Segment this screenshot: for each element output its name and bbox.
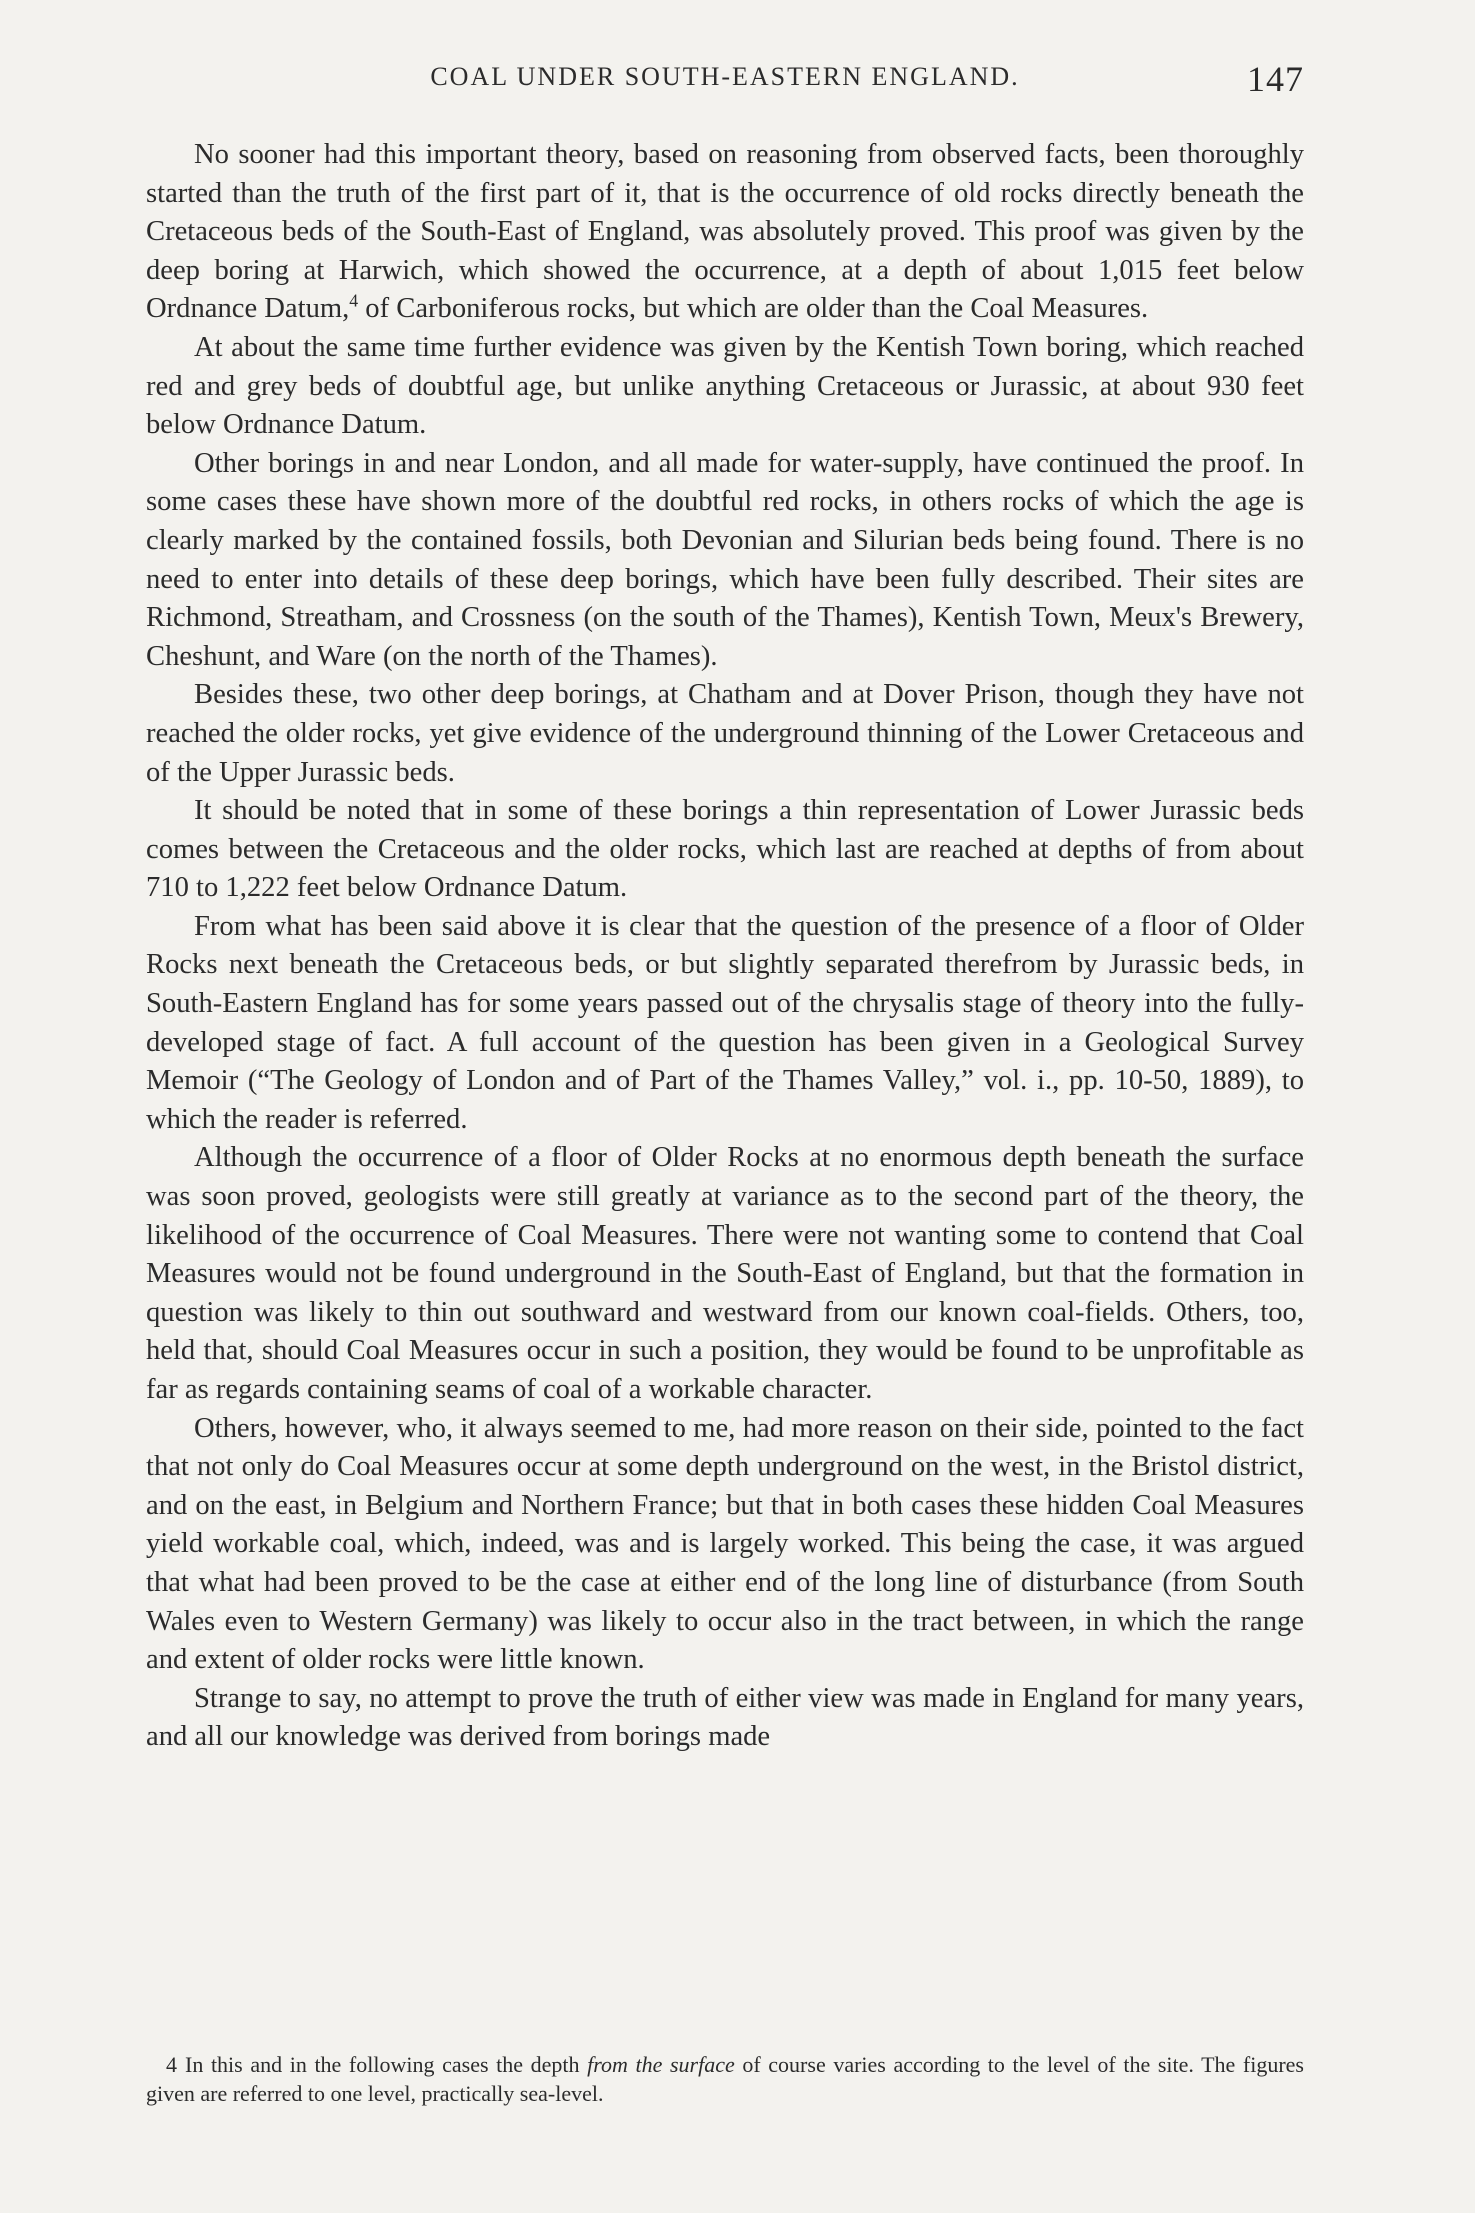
paragraph-8: Others, however, who, it always seemed to me, had more reason on their side, pointed to the fact that not only do Coal Measures occur at some depth underground on the west, in the Bristol district, and on the east, in Belgium and Northern France; but that in both cases these hidden Coal Measures yield workable coal, which, indeed, was and is largely worked. This being the case, it was argued that what had been proved to be the case at either end of the long line of disturbance (from South Wales even to Western Germany) was likely to occur also in the tract between, in which the range and extent of older rocks were little known. — [146, 1412, 1304, 1676]
paragraph-2: At about the same time further evidence was given by the Kentish Town boring, which reached red and grey beds of doubtful age, but unlike anything Cretaceous or Jurassic, at about 930 feet below Ordnance Datum. — [146, 331, 1304, 441]
paragraph-3: Other borings in and near London, and all made for water-supply, have continued the proof. In some cases these have shown more of the doubtful red rocks, in others rocks of which the age is clearly marked by the contained fossils, both Devonian and Silurian beds being found. There is no need to enter into details of these deep borings, which have been fully described. Their sites are Richmond, Streatham, and Crossness (on the south of the Thames), Kentish Town, Meux's Brewery, Cheshunt, and Ware (on the north of the Thames). — [146, 447, 1304, 672]
paragraph-1-text-continued: of Carboniferous rocks, but which are older than the Coal Measures. — [358, 293, 1149, 325]
paragraph-1 — [146, 136, 1304, 329]
paragraph-4: Besides these, two other deep borings, at Chatham and at Dover Prison, though they have not reached the older rocks, yet give evidence of the underground thinning of the Lower Cretaceous and of the Upper Jurassic beds. — [146, 679, 1304, 788]
footnote-emphasis: from the surface — [587, 2052, 735, 2077]
body-text — [146, 136, 1304, 1757]
running-title: COAL UNDER SOUTH-EASTERN ENGLAND. — [430, 62, 1020, 91]
paragraph-5: It should be noted that in some of these borings a thin representation of Lower Jurassic beds comes between the Cretaceous and the older rocks, which last are reached at depths of from about 710 to 1,222 feet below Ordnance Datum. — [146, 795, 1304, 904]
paragraph-9: Strange to say, no attempt to prove the truth of either view was made in England for many years, and all our knowledge was derived from borings made — [146, 1682, 1304, 1753]
footnote-text-continued: of course varies according to the level of the site. The figures given are referred to one level, practically sea-level. — [146, 2052, 1304, 2106]
page-header — [146, 59, 1304, 106]
paragraph-1-text: No sooner had this important theory, based on reasoning from observed facts, been thoroughly started than the truth of the first part of it, that is the occurrence of old rocks directly beneath the Cretaceous beds of the South-East of England, was absolutely proved. This proof was given by the deep boring at Harwich, which showed the occurrence, at a depth of about 1,015 feet below Ordnance Datum, — [146, 139, 1304, 325]
footnote-reference: 4 — [349, 290, 359, 311]
page-number: 147 — [1247, 59, 1304, 99]
footnote — [146, 2050, 1304, 2108]
footnote-mark: 4 — [166, 2052, 177, 2077]
paragraph-6: From what has been said above it is clear that the question of the presence of a floor of Older Rocks next beneath the Cretaceous beds, or but slightly separated therefrom by Jurassic beds, in South-Eastern England has for some years passed out of the chrysalis stage of theory into the fully-developed stage of fact. A full account of the question has been given in a Geological Survey Memoir (“The Geology of London and of Part of the Thames Valley,” vol. i., pp. 10-50, 1889), to which the reader is referred. — [146, 910, 1304, 1135]
footnote-text: In this and in the following cases the depth — [185, 2052, 588, 2077]
paragraph-7: Although the occurrence of a floor of Older Rocks at no enormous depth beneath the surface was soon proved, geologists were still greatly at variance as to the second part of the theory, the likelihood of the occurrence of Coal Measures. There were not wanting some to contend that Coal Measures would not be found underground in the South-East of England, but that the formation in question was likely to thin out southward and westward from our known coal-fields. Others, too, held that, should Coal Measures occur in such a position, they would be found to be unprofitable as far as regards containing seams of coal of a workable character. — [146, 1142, 1304, 1405]
